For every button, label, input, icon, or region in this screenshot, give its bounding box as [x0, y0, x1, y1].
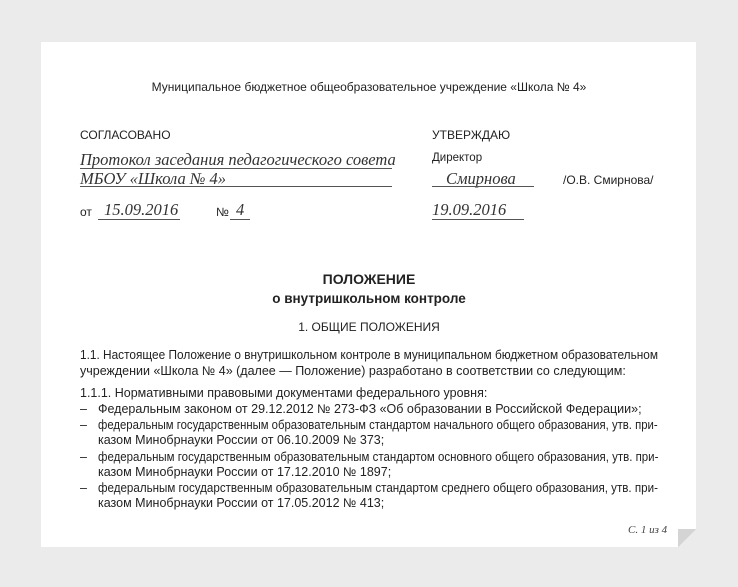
underline: [80, 186, 392, 187]
list-item-continuation: казом Минобрнауки России от 17.12.2010 № 1897;: [98, 465, 392, 479]
section-heading: 1. ОБЩИЕ ПОЛОЖЕНИЯ: [298, 320, 440, 334]
list-item-continuation: казом Минобрнауки России от 17.05.2012 № 413;: [98, 496, 385, 510]
dash-bullet: –: [80, 450, 87, 464]
page-number: С. 1 из 4: [628, 524, 668, 536]
underline: [432, 219, 524, 220]
protocol-line-2: МБОУ «Школа № 4»: [80, 169, 227, 188]
underline: [98, 219, 180, 220]
agreed-heading: СОГЛАСОВАНО: [80, 128, 171, 142]
dash-bullet: –: [80, 418, 87, 432]
underline: [432, 186, 534, 187]
organization-name: Муниципальное бюджетное общеобразовательное учреждение «Школа № 4»: [151, 80, 587, 94]
list-item: федеральным государственным образовательным стандартом начального общего образования, утв. при-: [98, 418, 658, 432]
paragraph-line: учреждении «Школа № 4» (далее — Положение) разработано в соответствии со следующим:: [80, 364, 626, 378]
list-item: Федеральным законом от 29.12.2012 № 273-ФЗ «Об образовании в Российской Федерации»;: [98, 402, 642, 416]
from-label: от: [80, 205, 92, 219]
list-item: федеральным государственным образовательным стандартом среднего общего образования, утв. при-: [98, 481, 658, 495]
approve-heading: УТВЕРЖДАЮ: [432, 128, 511, 142]
dash-bullet: –: [80, 402, 87, 416]
director-label: Директор: [432, 152, 483, 164]
agreed-date: 15.09.2016: [104, 200, 179, 219]
underline: [230, 219, 250, 220]
protocol-number: 4: [236, 200, 245, 219]
director-name: /О.В. Смирнова/: [563, 173, 654, 187]
document-subtitle: о внутришкольном контроле: [272, 291, 466, 306]
paragraph-line: 1.1.1. Нормативными правовыми документами федерального уровня:: [80, 386, 488, 400]
page-curl: [678, 529, 696, 547]
number-label: №: [216, 205, 229, 219]
list-item-continuation: казом Минобрнауки России от 06.10.2009 № 373;: [98, 433, 385, 447]
paragraph-line: 1.1. Настоящее Положение о внутришкольном контроле в муниципальном бюджетном образовательном: [80, 348, 659, 362]
approve-date: 19.09.2016: [432, 200, 507, 219]
director-signature: Смирнова: [446, 169, 516, 188]
dash-bullet: –: [80, 481, 87, 495]
protocol-line-1: Протокол заседания педагогического совета: [80, 150, 396, 169]
list-item: федеральным государственным образовательным стандартом основного общего образования, утв. при-: [98, 450, 659, 464]
document-title: ПОЛОЖЕНИЕ: [322, 271, 416, 287]
